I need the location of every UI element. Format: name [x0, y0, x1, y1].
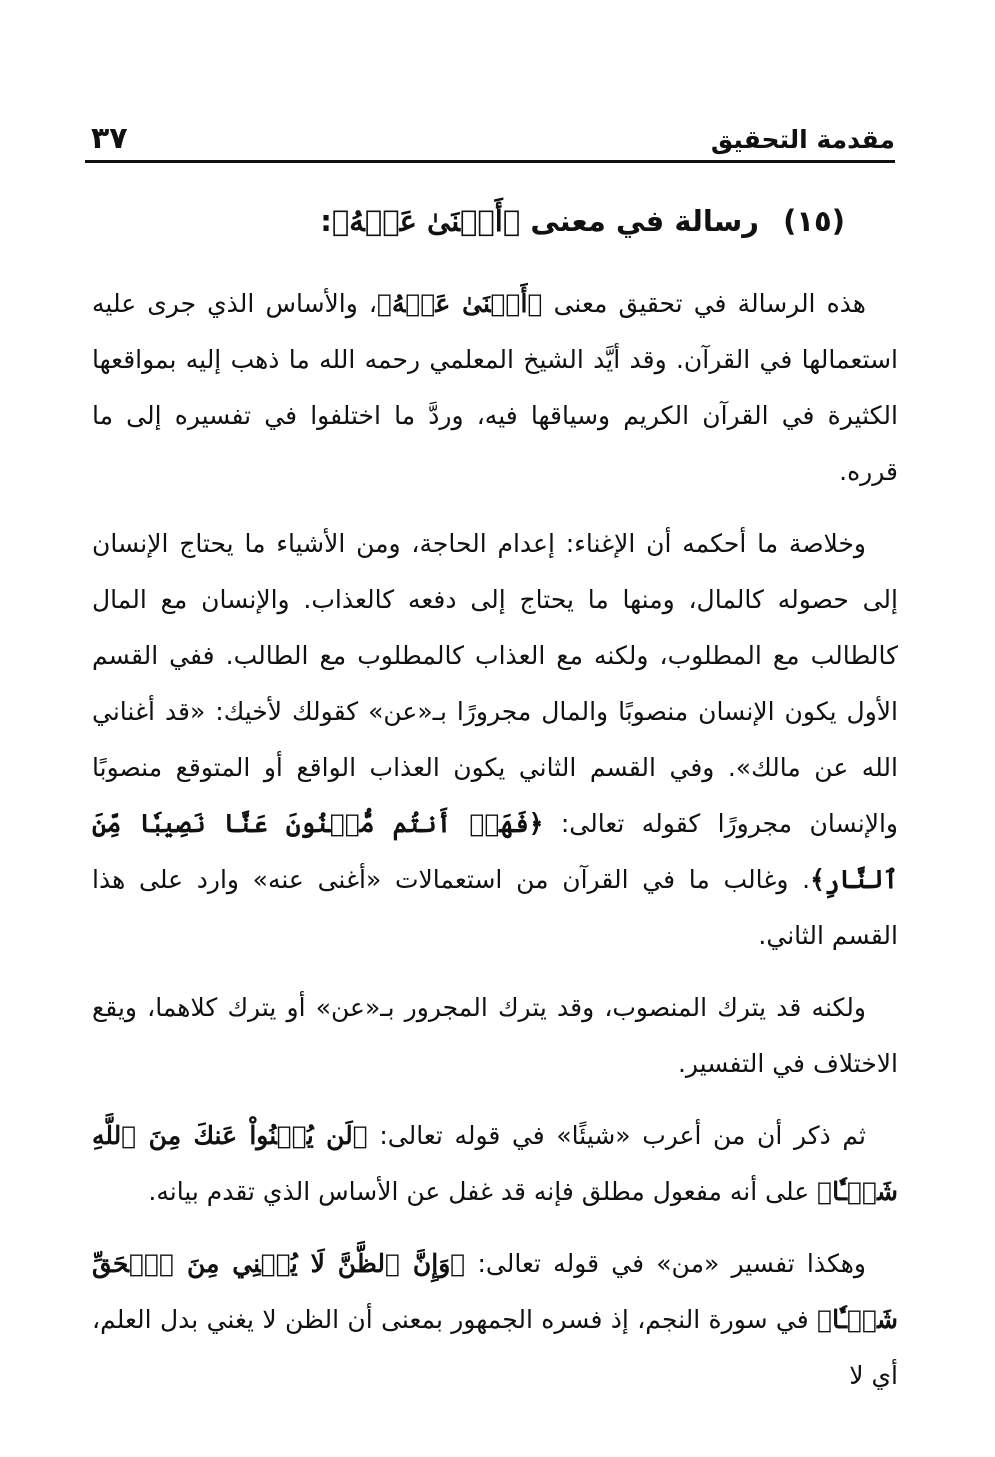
quran-quote: ﴿فَهَلۡ أَنتُم مُّغۡنُونَ عَنَّا نَصِيبٗا مِّنَ ٱلنَّارِ﴾: [92, 809, 898, 894]
quran-quote: ﴿وَإِنَّ ٱلظَّنَّ لَا يُغۡنِي مِنَ ٱلۡحَقِّ شَيۡـٔٗا﴾: [92, 1249, 898, 1334]
section-number: (١٥): [783, 204, 845, 238]
paragraph-text: ، والأساس الذي جرى عليه استعمالها في القرآن. وقد أيَّد الشيخ المعلمي رحمه الله ما ذهب إليه بمواقعها الكثيرة في القرآن الكريم وسياقها فيه، وردَّ ما اختلفوا في تفسيره إلى ما قرره.: [92, 289, 898, 486]
header-divider: [85, 160, 895, 163]
paragraph: [92, 276, 898, 500]
quran-quote: ﴿لَن يُغۡنُواْ عَنكَ مِنَ ٱللَّهِ شَيۡـٔٗا﴾: [92, 1121, 898, 1206]
section-quran-phrase: ﴿أَغۡنَىٰ عَنۡهُ﴾: [331, 204, 521, 238]
running-header: [85, 118, 895, 162]
paragraph-text: على أنه مفعول مطلق فإنه قد غفل عن الأساس الذي تقدم بيانه.: [148, 1177, 818, 1206]
paragraph-text: ثم ذكر أن من أعرب «شيئًا» في قوله تعالى:: [367, 1121, 866, 1150]
body-text: [92, 276, 898, 1420]
running-header-title: مقدمة التحقيق: [710, 125, 895, 154]
section-colon: :: [320, 204, 332, 238]
quran-quote: ﴿أَغۡنَىٰ عَنۡهُ﴾: [376, 289, 543, 318]
paragraph-text: في سورة النجم، إذ فسره الجمهور بمعنى أن الظن لا يغني بدل العلم، أي لا: [92, 1305, 898, 1390]
paragraph-text: ولكنه قد يترك المنصوب، وقد يترك المجرور بـ«عن» أو يترك كلاهما، ويقع الاختلاف في التفسير.: [92, 993, 898, 1078]
paragraph: [92, 980, 898, 1092]
paragraph-text: وخلاصة ما أحكمه أن الإغناء: إعدام الحاجة، ومن الأشياء ما يحتاج الإنسان إلى حصوله كالمال، ومنها ما يحتاج إلى دفعه كالعذاب. والإنسان مع المال كالطالب مع المطلوب، ولكنه مع العذاب كالمطلوب مع الطالب. ففي القسم الأول يكون الإنسان منصوبًا والمال مجرورًا بـ«عن» كقولك لأخيك: «قد أغناني الله عن مالك». وفي القسم الثاني يكون العذاب الواقع أو المتوقع منصوبًا والإنسان مجرورًا كقوله تعالى:: [92, 529, 898, 838]
paragraph-text: هذه الرسالة في تحقيق معنى: [542, 289, 866, 318]
paragraph-text: وهكذا تفسير «من» في قوله تعالى:: [465, 1249, 867, 1278]
paragraph-text: . وغالب ما في القرآن من استعمالات «أغنى عنه» وارد على هذا القسم الثاني.: [92, 865, 898, 950]
paragraph: [92, 1108, 898, 1220]
section-title: رسالة في معنى: [530, 204, 759, 238]
paragraph: [92, 1236, 898, 1404]
section-heading: [320, 196, 845, 246]
paragraph: [92, 516, 898, 964]
page-number: ٣٧: [91, 121, 128, 156]
